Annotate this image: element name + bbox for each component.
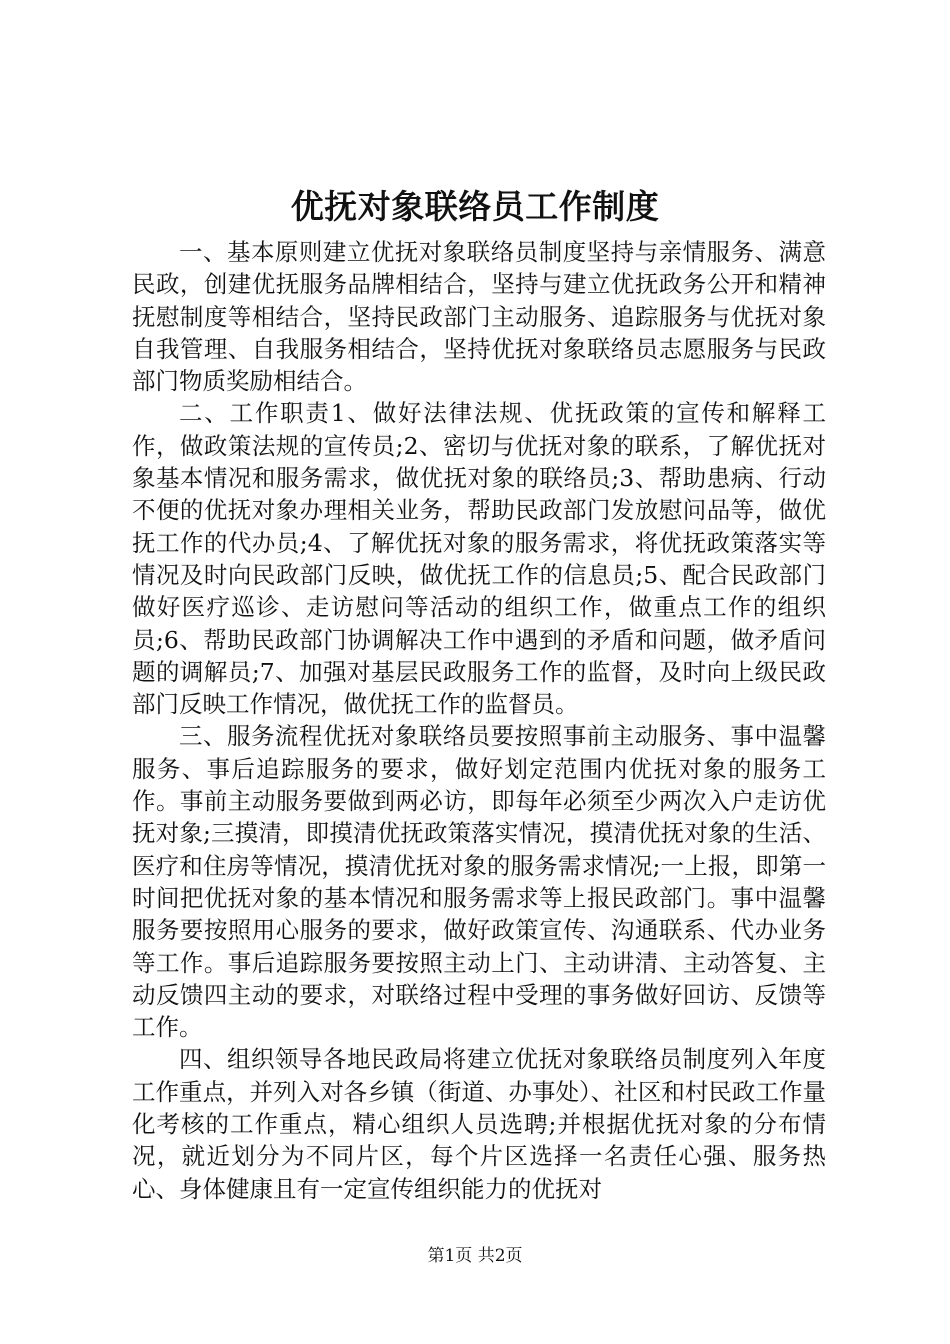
paragraph-duties: 二、工作职责1、做好法律法规、优抚政策的宣传和解释工作，做政策法规的宣传员;2、密切与优抚对象的联系，了解优抚对象基本情况和服务需求，做优抚对象的联络员;3、帮助患病、行动不便的优抚对象办理相关业务，帮助民政部门发放慰问品等，做优抚工作的代办员;4、了解优抚对象的服务需求，将优抚政策落实等情况及时向民政部门反映，做优抚工作的信息员;5、配合民政部门做好医疗巡诊、走访慰问等活动的组织工作，做重点工作的组织员;6、帮助民政部门协调解决工作中遇到的矛盾和问题，做矛盾问题的调解员;7、加强对基层民政服务工作的监督，及时向上级民政部门反映工作情况，做优抚工作的监督员。 <box>132 399 826 719</box>
paragraph-basic-principles: 一、基本原则建立优抚对象联络员制度坚持与亲情服务、满意民政，创建优抚服务品牌相结合，坚持与建立优抚政务公开和精神抚慰制度等相结合，坚持民政部门主动服务、追踪服务与优抚对象自我管理、自我服务相结合，坚持优抚对象联络员志愿服务与民政部门物质奖励相结合。 <box>132 238 826 396</box>
document-body <box>132 236 826 1205</box>
paragraph-service-process: 三、服务流程优抚对象联络员要按照事前主动服务、事中温馨服务、事后追踪服务的要求，做好划定范围内优抚对象的服务工作。事前主动服务要做到两必访，即每年必须至少两次入户走访优抚对象;三摸清，即摸清优抚政策落实情况，摸清优抚对象的生活、医疗和住房等情况，摸清优抚对象的服务需求情况;一上报，即第一时间把优抚对象的基本情况和服务需求等上报民政部门。事中温馨服务要按照用心服务的要求，做好政策宣传、沟通联系、代办业务等工作。事后追踪服务要按照主动上门、主动讲清、主动答复、主动反馈四主动的要求，对联络过程中受理的事务做好回访、反馈等工作。 <box>132 722 826 1042</box>
document-title: 优抚对象联络员工作制度 <box>290 187 660 226</box>
page-number-footer: 第1页 共2页 <box>427 1246 523 1266</box>
paragraph-organization: 四、组织领导各地民政局将建立优抚对象联络员制度列入年度工作重点，并列入对各乡镇（街道、办事处）、社区和村民政工作量化考核的工作重点，精心组织人员选聘;并根据优抚对象的分布情况，就近划分为不同片区，每个片区选择一名责任心强、服务热心、身体健康且有一定宣传组织能力的优抚对 <box>132 1045 826 1203</box>
